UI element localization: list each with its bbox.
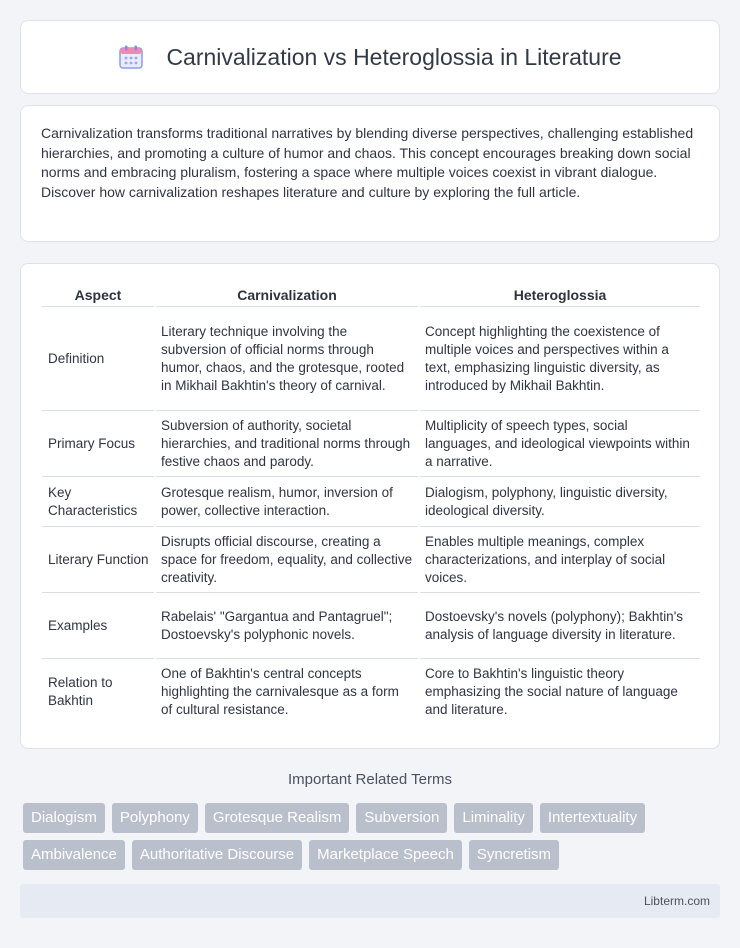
footer-site-link[interactable]: Libterm.com bbox=[643, 894, 710, 908]
tag-syncretism[interactable]: Syncretism bbox=[469, 840, 559, 870]
table-row bbox=[42, 659, 700, 725]
heteroglossia-cell: Dialogism, polyphony, linguistic diversity, ideological diversity. bbox=[420, 477, 700, 527]
aspect-cell: Examples bbox=[42, 593, 154, 659]
carnivalization-cell: Literary technique involving the subversion of official norms through humor, chaos, and the grotesque, rooted in Mikhail Bakhtin's theory of carnival. bbox=[156, 307, 418, 411]
comparison-table-card bbox=[20, 263, 720, 749]
tag-dialogism[interactable]: Dialogism bbox=[23, 803, 105, 833]
heteroglossia-cell: Enables multiple meanings, complex characterizations, and interplay of social voices. bbox=[420, 527, 700, 593]
aspect-cell: Relation to Bakhtin bbox=[48, 675, 113, 708]
heteroglossia-cell: Core to Bakhtin's linguistic theory emphasizing the social nature of language and literature. bbox=[425, 666, 678, 717]
tag-intertextuality[interactable]: Intertextuality bbox=[540, 803, 645, 833]
comparison-table bbox=[40, 284, 702, 725]
aspect-cell: Primary Focus bbox=[42, 411, 154, 477]
tag-authoritative-discourse[interactable]: Authoritative Discourse bbox=[132, 840, 302, 870]
intro-text: Carnivalization transforms traditional narratives by blending diverse perspectives, challenging established hierarchies, and promoting a culture of humor and chaos. This concept encourages breaking down social norms and embracing pluralism, fostering a space where multiple voices coexist in vibrant dialogue. Discover how carnivalization reshapes literature and culture by exploring the full article. bbox=[41, 125, 694, 200]
title-wrap bbox=[118, 44, 621, 71]
table-row bbox=[42, 477, 700, 527]
header-card bbox=[20, 20, 720, 94]
page-title: Carnivalization vs Heteroglossia in Literature bbox=[166, 43, 622, 70]
table-header-row bbox=[42, 284, 700, 307]
calendar-icon bbox=[118, 44, 144, 70]
carnivalization-cell: One of Bakhtin's central concepts highlighting the carnivalesque as a form of cultural resistance. bbox=[161, 666, 399, 717]
footer bbox=[20, 884, 720, 918]
table-row bbox=[42, 411, 700, 477]
carnivalization-cell: Grotesque realism, humor, inversion of power, collective interaction. bbox=[156, 477, 418, 527]
carnivalization-cell: Subversion of authority, societal hierarchies, and traditional norms through festive chaos and parody. bbox=[156, 411, 418, 477]
aspect-cell: Key Characteristics bbox=[42, 477, 154, 527]
header-heteroglossia: Heteroglossia bbox=[420, 284, 700, 307]
carnivalization-cell: Rabelais' "Gargantua and Pantagruel"; Dostoevsky's polyphonic novels. bbox=[156, 593, 418, 659]
heteroglossia-cell: Concept highlighting the coexistence of multiple voices and perspectives within a text, emphasizing linguistic diversity, as introduced by Mikhail Bakhtin. bbox=[420, 307, 700, 411]
aspect-cell: Literary Function bbox=[42, 527, 154, 593]
table-row bbox=[42, 527, 700, 593]
related-terms-list bbox=[23, 803, 723, 877]
tag-subversion[interactable]: Subversion bbox=[356, 803, 447, 833]
tag-polyphony[interactable]: Polyphony bbox=[112, 803, 198, 833]
header-aspect: Aspect bbox=[42, 284, 154, 307]
heteroglossia-cell: Dostoevsky's novels (polyphony); Bakhtin's analysis of language diversity in literature. bbox=[420, 593, 700, 659]
tag-grotesque-realism[interactable]: Grotesque Realism bbox=[205, 803, 349, 833]
table-row bbox=[42, 593, 700, 659]
tag-liminality[interactable]: Liminality bbox=[454, 803, 533, 833]
tag-marketplace-speech[interactable]: Marketplace Speech bbox=[309, 840, 462, 870]
tag-ambivalence[interactable]: Ambivalence bbox=[23, 840, 125, 870]
header-carnivalization: Carnivalization bbox=[156, 284, 418, 307]
intro-card bbox=[20, 105, 720, 242]
carnivalization-cell: Disrupts official discourse, creating a space for freedom, equality, and collective creativity. bbox=[156, 527, 418, 593]
heteroglossia-cell: Multiplicity of speech types, social languages, and ideological viewpoints within a narrative. bbox=[420, 411, 700, 477]
aspect-cell: Definition bbox=[42, 307, 154, 411]
related-terms-title: Important Related Terms bbox=[288, 771, 452, 788]
table-row bbox=[42, 307, 700, 411]
